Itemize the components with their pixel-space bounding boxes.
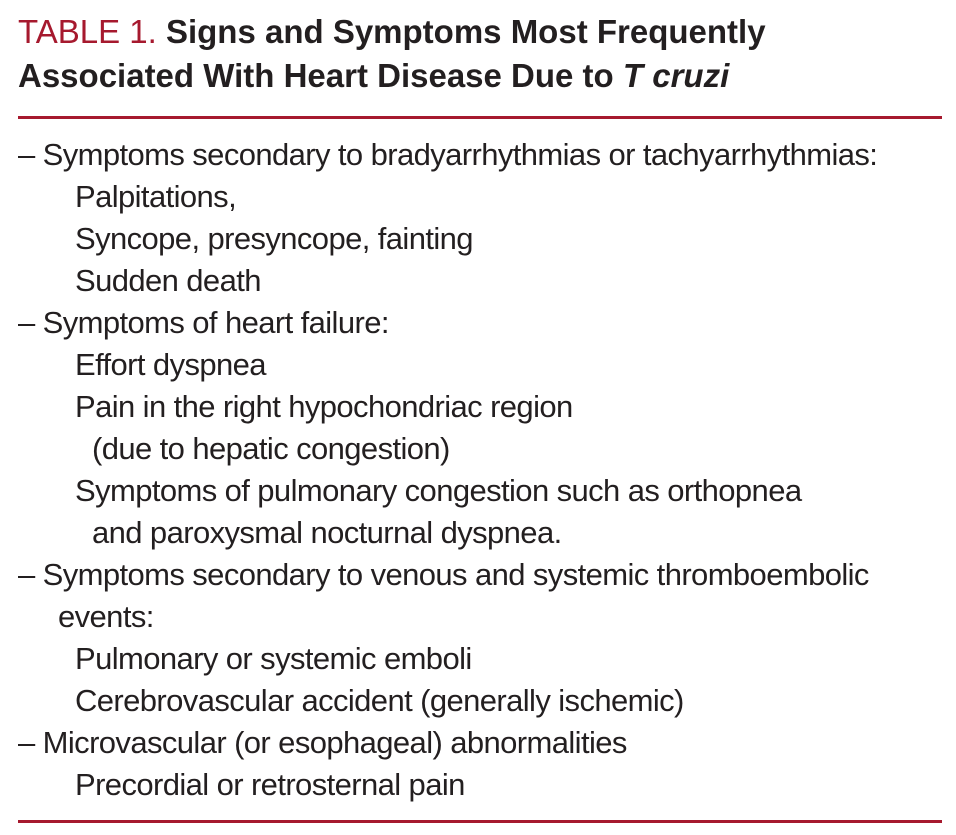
- list-item: Symptoms of pulmonary congestion such as orthopnea: [75, 473, 802, 508]
- title-organism: T cruzi: [622, 57, 730, 94]
- title-line-1: [18, 10, 938, 54]
- section-header-microvascular: – Microvascular (or esophageal) abnormalities: [18, 725, 627, 760]
- top-rule: [18, 116, 942, 119]
- table-label: TABLE 1.: [18, 13, 157, 50]
- list-item: Cerebrovascular accident (generally ischemic): [75, 683, 684, 718]
- list-item: Pain in the right hypochondriac region: [75, 389, 573, 424]
- table-body: [18, 134, 942, 806]
- list-item: Precordial or retrosternal pain: [75, 767, 465, 802]
- list-item: Pulmonary or systemic emboli: [75, 641, 472, 676]
- title-text-line-1: Signs and Symptoms Most Frequently: [165, 13, 766, 50]
- section-header-continuation: events:: [58, 599, 154, 634]
- list-item: Palpitations,: [75, 179, 237, 214]
- section-header-heart-failure: – Symptoms of heart failure:: [18, 305, 389, 340]
- section-header-arrhythmias: – Symptoms secondary to bradyarrhythmias or tachyarrhythmias:: [18, 137, 878, 172]
- section-header-thromboembolic: – Symptoms secondary to venous and systemic thromboembolic: [18, 557, 869, 592]
- list-item: Syncope, presyncope, fainting: [75, 221, 473, 256]
- table-title: [18, 10, 938, 98]
- title-text-line-2: Associated With Heart Disease Due to: [18, 57, 623, 94]
- title-line-2: [18, 54, 938, 98]
- list-item: Effort dyspnea: [75, 347, 266, 382]
- list-item: Sudden death: [75, 263, 261, 298]
- bottom-rule: [18, 820, 942, 823]
- list-item-continuation: and paroxysmal nocturnal dyspnea.: [92, 515, 562, 550]
- list-item-continuation: (due to hepatic congestion): [92, 431, 450, 466]
